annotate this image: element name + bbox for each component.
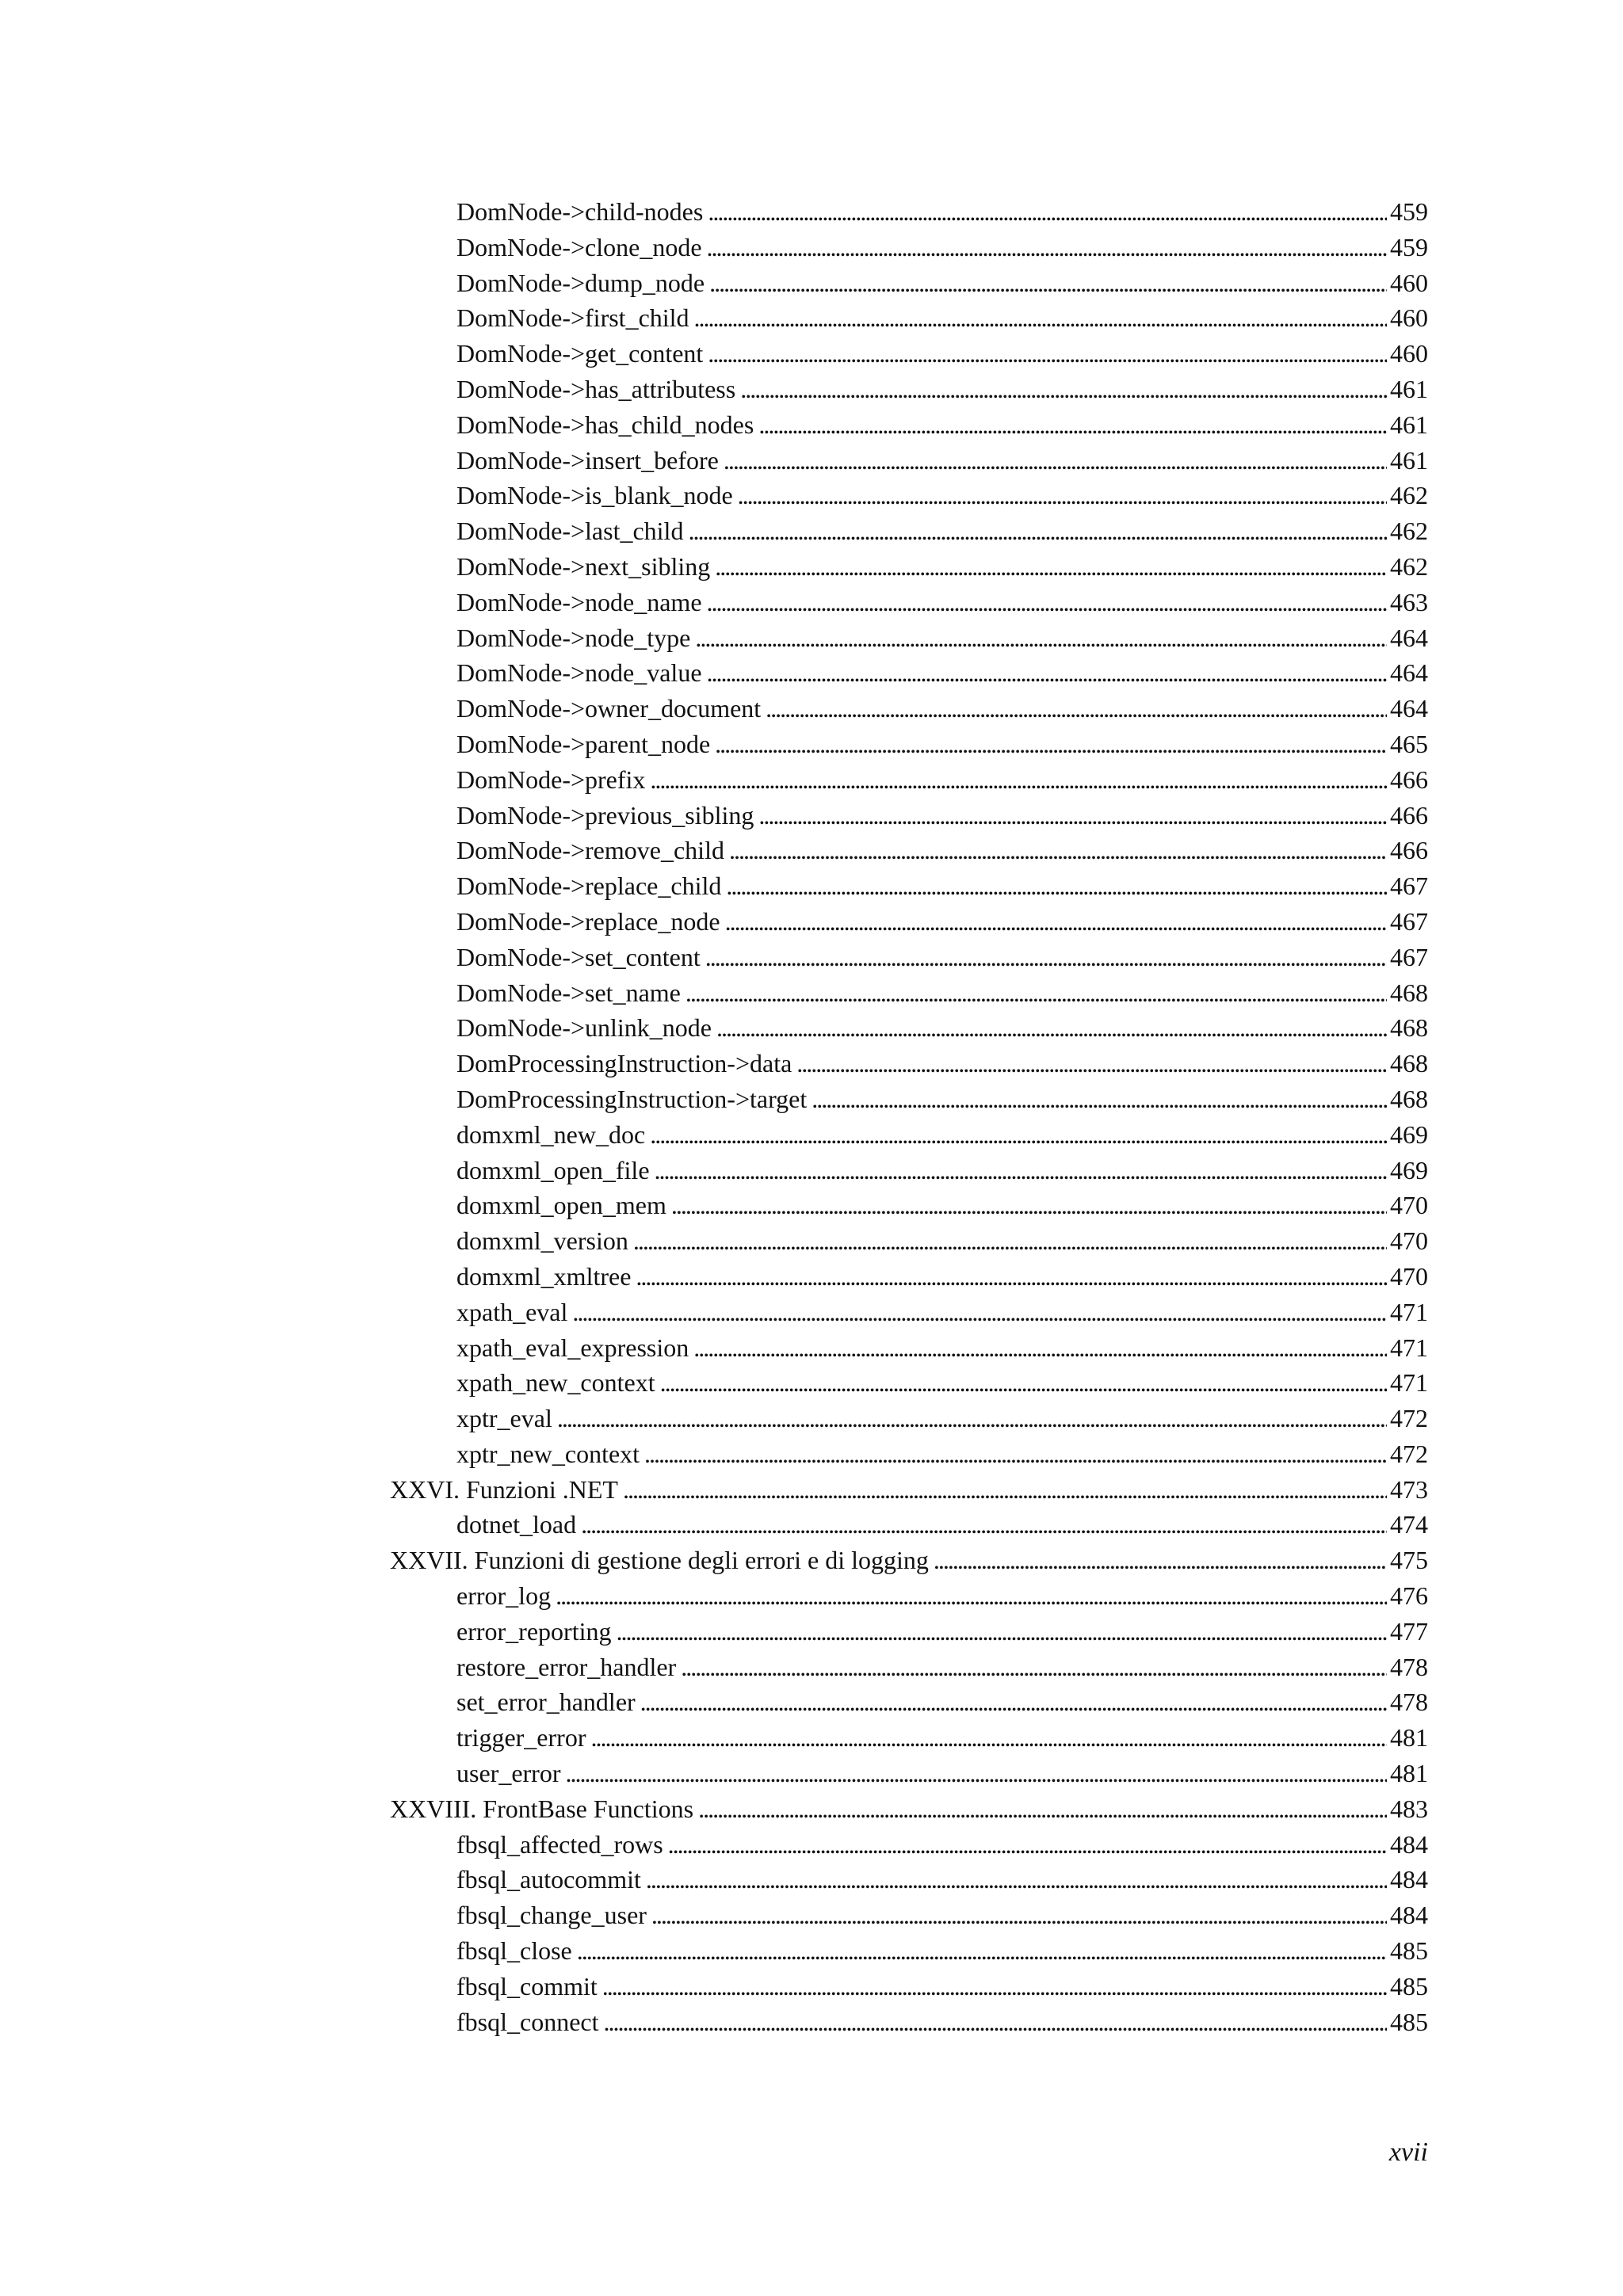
toc-entry-page-number: 473 xyxy=(1390,1474,1428,1504)
toc-entry[interactable] xyxy=(390,1295,1428,1330)
toc-entry-page-number: 478 xyxy=(1390,1652,1428,1681)
dot-leader xyxy=(646,1862,1387,1897)
toc-entry[interactable] xyxy=(390,620,1428,656)
toc-entry-page-number: 483 xyxy=(1390,1794,1428,1823)
dot-leader xyxy=(705,940,1387,975)
dot-leader xyxy=(650,762,1387,798)
toc-entry[interactable] xyxy=(390,1650,1428,1685)
toc-entry[interactable] xyxy=(390,1578,1428,1614)
dot-leader xyxy=(671,1188,1387,1223)
toc-entry-page-number: 484 xyxy=(1390,1901,1428,1930)
dot-leader xyxy=(668,1827,1387,1863)
toc-entry-page-number: 470 xyxy=(1390,1226,1428,1256)
dot-leader xyxy=(716,1010,1387,1046)
toc-entry-page-number: 461 xyxy=(1390,410,1428,439)
dot-leader xyxy=(633,1223,1387,1259)
toc-entry[interactable] xyxy=(390,655,1428,691)
toc-entry-page-number: 472 xyxy=(1390,1439,1428,1468)
dot-leader xyxy=(685,975,1387,1011)
toc-entry[interactable] xyxy=(390,762,1428,798)
dot-leader xyxy=(708,194,1387,230)
toc-entry-page-number: 465 xyxy=(1390,729,1428,758)
toc-entry-title: fbsql_commit xyxy=(456,1971,598,2000)
toc-entry-title: DomNode->has_child_nodes xyxy=(456,410,754,439)
toc-entry[interactable] xyxy=(390,1153,1428,1188)
toc-entry[interactable] xyxy=(390,1756,1428,1791)
dot-leader xyxy=(581,1507,1387,1543)
dot-leader xyxy=(644,1436,1387,1472)
dot-leader xyxy=(796,1046,1387,1081)
toc-entry-title: DomNode->parent_node xyxy=(456,729,711,758)
dot-leader xyxy=(616,1614,1387,1650)
toc-entry-page-number: 485 xyxy=(1390,2007,1428,2036)
toc-entry[interactable] xyxy=(390,1046,1428,1081)
toc-entry-title: error_reporting xyxy=(456,1616,612,1646)
toc-entry[interactable] xyxy=(390,1081,1428,1117)
dot-leader xyxy=(707,230,1387,265)
toc-entry-title: DomNode->get_content xyxy=(456,339,704,368)
dot-leader xyxy=(556,1578,1387,1614)
toc-chapter-entry[interactable] xyxy=(390,1472,1428,1508)
toc-entry-page-number: 460 xyxy=(1390,303,1428,333)
toc-entry-title: fbsql_close xyxy=(456,1936,572,1966)
toc-entry[interactable] xyxy=(390,2004,1428,2040)
toc-entry[interactable] xyxy=(390,407,1428,443)
toc-entry-title: DomNode->prefix xyxy=(456,765,646,794)
toc-entry-page-number: 470 xyxy=(1390,1191,1428,1220)
toc-entry[interactable] xyxy=(390,1010,1428,1046)
toc-entry[interactable] xyxy=(390,1862,1428,1897)
toc-entry-page-number: 464 xyxy=(1390,623,1428,652)
dot-leader xyxy=(725,904,1387,940)
toc-entry[interactable] xyxy=(390,1188,1428,1223)
toc-entry[interactable] xyxy=(390,868,1428,904)
dot-leader xyxy=(729,833,1387,868)
toc-entry-page-number: 471 xyxy=(1390,1368,1428,1398)
toc-entry-title: DomNode->node_name xyxy=(456,587,702,616)
toc-entry-title: domxml_new_doc xyxy=(456,1119,646,1149)
toc-entry-title: domxml_open_file xyxy=(456,1155,650,1184)
dot-leader xyxy=(715,727,1387,762)
toc-entry[interactable] xyxy=(390,1684,1428,1720)
toc-entry-title: DomNode->clone_node xyxy=(456,232,702,261)
toc-entry-title: XXVIII. FrontBase Functions xyxy=(390,1794,694,1823)
toc-entry[interactable] xyxy=(390,833,1428,868)
dot-leader xyxy=(724,443,1387,479)
toc-entry-title: DomNode->next_sibling xyxy=(456,551,711,581)
toc-entry[interactable] xyxy=(390,727,1428,762)
toc-entry[interactable] xyxy=(390,1827,1428,1863)
toc-entry-page-number: 466 xyxy=(1390,765,1428,794)
toc-entry-page-number: 484 xyxy=(1390,1829,1428,1859)
toc-entry-title: xptr_eval xyxy=(456,1404,552,1433)
toc-entry[interactable] xyxy=(390,1933,1428,1969)
toc-entry[interactable] xyxy=(390,798,1428,833)
toc-entry-title: DomNode->remove_child xyxy=(456,836,724,865)
dot-leader xyxy=(572,1295,1387,1330)
toc-entry-title: set_error_handler xyxy=(456,1688,636,1717)
dot-leader xyxy=(577,1933,1387,1969)
toc-entry[interactable] xyxy=(390,372,1428,407)
toc-entry-title: DomNode->has_attributess xyxy=(456,374,736,403)
toc-entry[interactable] xyxy=(390,513,1428,549)
toc-entry[interactable] xyxy=(390,1436,1428,1472)
toc-entry-title: error_log xyxy=(456,1581,552,1611)
toc-entry-page-number: 459 xyxy=(1390,232,1428,261)
dot-leader xyxy=(707,655,1387,691)
dot-leader xyxy=(557,1401,1387,1436)
dot-leader xyxy=(740,372,1387,407)
toc-entry-title: XXVI. Funzioni .NET xyxy=(390,1474,618,1504)
toc-entry-title: fbsql_affected_rows xyxy=(456,1829,663,1859)
toc-entry[interactable] xyxy=(390,1614,1428,1650)
dot-leader xyxy=(709,265,1387,301)
toc-chapter-entry[interactable] xyxy=(390,1791,1428,1827)
toc-chapter-entry[interactable] xyxy=(390,1543,1428,1578)
toc-entry-title: fbsql_change_user xyxy=(456,1901,647,1930)
toc-entry-page-number: 469 xyxy=(1390,1155,1428,1184)
toc-entry-title: DomProcessingInstruction->target xyxy=(456,1084,808,1113)
toc-entry-page-number: 467 xyxy=(1390,871,1428,901)
toc-entry-page-number: 462 xyxy=(1390,517,1428,546)
toc-entry[interactable] xyxy=(390,1223,1428,1259)
toc-entry-title: DomNode->set_content xyxy=(456,942,701,971)
dot-leader xyxy=(655,1153,1387,1188)
toc-entry-title: DomProcessingInstruction->data xyxy=(456,1049,792,1078)
toc-entry-page-number: 468 xyxy=(1390,1049,1428,1078)
toc-entry-title: fbsql_connect xyxy=(456,2007,599,2036)
toc-entry-page-number: 481 xyxy=(1390,1759,1428,1788)
toc-entry-page-number: 468 xyxy=(1390,1084,1428,1113)
toc-entry-page-number: 464 xyxy=(1390,658,1428,688)
table-of-contents xyxy=(390,194,1428,2039)
toc-entry-title: DomNode->set_name xyxy=(456,978,681,1007)
toc-entry-page-number: 478 xyxy=(1390,1688,1428,1717)
toc-entry-title: xpath_eval xyxy=(456,1297,568,1326)
toc-entry-title: DomNode->child-nodes xyxy=(456,197,704,226)
toc-entry-page-number: 459 xyxy=(1390,197,1428,226)
toc-entry-title: domxml_open_mem xyxy=(456,1191,666,1220)
toc-entry[interactable] xyxy=(390,904,1428,940)
toc-entry-page-number: 466 xyxy=(1390,836,1428,865)
toc-entry[interactable] xyxy=(390,265,1428,301)
dot-leader xyxy=(693,1330,1387,1366)
toc-entry-title: trigger_error xyxy=(456,1723,586,1753)
toc-entry-title: DomNode->owner_document xyxy=(456,694,762,723)
toc-entry[interactable] xyxy=(390,1969,1428,2004)
toc-entry-title: DomNode->dump_node xyxy=(456,268,705,297)
dot-leader xyxy=(590,1720,1387,1756)
toc-entry[interactable] xyxy=(390,336,1428,372)
toc-entry-page-number: 461 xyxy=(1390,445,1428,475)
toc-entry-page-number: 467 xyxy=(1390,942,1428,971)
dot-leader xyxy=(694,300,1387,336)
dot-leader xyxy=(636,1259,1387,1295)
toc-entry-page-number: 484 xyxy=(1390,1865,1428,1894)
toc-entry[interactable] xyxy=(390,1259,1428,1295)
toc-entry[interactable] xyxy=(390,940,1428,975)
dot-leader xyxy=(604,2004,1388,2040)
toc-entry[interactable] xyxy=(390,1401,1428,1436)
dot-leader xyxy=(758,407,1387,443)
toc-entry-title: DomNode->unlink_node xyxy=(456,1013,712,1043)
toc-entry-page-number: 485 xyxy=(1390,1971,1428,2000)
toc-entry-page-number: 471 xyxy=(1390,1297,1428,1326)
page-number: xvii xyxy=(1388,2138,1428,2167)
dot-leader xyxy=(738,478,1387,513)
dot-leader xyxy=(650,1117,1387,1153)
toc-entry[interactable] xyxy=(390,1507,1428,1543)
toc-entry-page-number: 481 xyxy=(1390,1723,1428,1753)
toc-entry-title: xpath_new_context xyxy=(456,1368,655,1398)
toc-entry-page-number: 469 xyxy=(1390,1119,1428,1149)
dot-leader xyxy=(698,1791,1387,1827)
dot-leader xyxy=(708,336,1387,372)
toc-entry-title: DomNode->last_child xyxy=(456,517,684,546)
toc-entry[interactable] xyxy=(390,1117,1428,1153)
toc-entry-title: XXVII. Funzioni di gestione degli errori e di logging xyxy=(390,1546,929,1575)
toc-entry-page-number: 466 xyxy=(1390,800,1428,830)
toc-entry-page-number: 463 xyxy=(1390,587,1428,616)
toc-entry-page-number: 485 xyxy=(1390,1936,1428,1966)
toc-entry-page-number: 460 xyxy=(1390,339,1428,368)
toc-entry-title: DomNode->replace_child xyxy=(456,871,722,901)
toc-entry[interactable] xyxy=(390,1897,1428,1933)
toc-entry-title: restore_error_handler xyxy=(456,1652,677,1681)
toc-entry-page-number: 462 xyxy=(1390,551,1428,581)
dot-leader xyxy=(565,1756,1387,1791)
dot-leader xyxy=(758,798,1387,833)
toc-entry[interactable] xyxy=(390,478,1428,513)
toc-entry[interactable] xyxy=(390,691,1428,727)
toc-entry-page-number: 476 xyxy=(1390,1581,1428,1611)
dot-leader xyxy=(602,1969,1387,2004)
toc-entry-page-number: 460 xyxy=(1390,268,1428,297)
toc-entry-page-number: 472 xyxy=(1390,1404,1428,1433)
dot-leader xyxy=(623,1472,1387,1508)
dot-leader xyxy=(726,868,1387,904)
toc-entry-title: domxml_xmltree xyxy=(456,1261,632,1291)
toc-entry[interactable] xyxy=(390,585,1428,620)
toc-entry-title: DomNode->node_type xyxy=(456,623,691,652)
toc-entry[interactable] xyxy=(390,549,1428,585)
toc-entry-page-number: 468 xyxy=(1390,978,1428,1007)
toc-entry-title: domxml_version xyxy=(456,1226,628,1256)
dot-leader xyxy=(766,691,1387,727)
toc-entry-page-number: 461 xyxy=(1390,374,1428,403)
dot-leader xyxy=(681,1650,1387,1685)
toc-entry[interactable] xyxy=(390,443,1428,479)
dot-leader xyxy=(695,620,1387,656)
toc-entry[interactable] xyxy=(390,300,1428,336)
toc-entry[interactable] xyxy=(390,194,1428,230)
toc-entry[interactable] xyxy=(390,1365,1428,1401)
dot-leader xyxy=(688,513,1387,549)
toc-entry[interactable] xyxy=(390,1720,1428,1756)
dot-leader xyxy=(812,1081,1387,1117)
dot-leader xyxy=(707,585,1387,620)
toc-entry-page-number: 471 xyxy=(1390,1333,1428,1362)
toc-entry-title: DomNode->replace_node xyxy=(456,906,720,936)
dot-leader xyxy=(640,1684,1387,1720)
toc-entry-title: xpath_eval_expression xyxy=(456,1333,689,1362)
toc-entry[interactable] xyxy=(390,975,1428,1011)
toc-entry-title: DomNode->node_value xyxy=(456,658,702,688)
toc-entry-title: DomNode->insert_before xyxy=(456,445,719,475)
toc-entry-title: xptr_new_context xyxy=(456,1439,640,1468)
toc-entry-title: user_error xyxy=(456,1759,561,1788)
dot-leader xyxy=(715,549,1387,585)
toc-entry-page-number: 468 xyxy=(1390,1013,1428,1043)
dot-leader xyxy=(660,1365,1387,1401)
toc-entry-title: fbsql_autocommit xyxy=(456,1865,641,1894)
toc-entry-page-number: 464 xyxy=(1390,694,1428,723)
dot-leader xyxy=(934,1543,1387,1578)
toc-entry-title: dotnet_load xyxy=(456,1510,577,1539)
toc-entry-title: DomNode->first_child xyxy=(456,303,689,333)
dot-leader xyxy=(651,1897,1387,1933)
toc-entry-title: DomNode->previous_sibling xyxy=(456,800,754,830)
toc-entry-page-number: 474 xyxy=(1390,1510,1428,1539)
toc-entry[interactable] xyxy=(390,1330,1428,1366)
toc-entry-page-number: 477 xyxy=(1390,1616,1428,1646)
toc-entry-page-number: 475 xyxy=(1390,1546,1428,1575)
toc-entry-page-number: 467 xyxy=(1390,906,1428,936)
toc-entry-page-number: 462 xyxy=(1390,481,1428,510)
toc-entry-title: DomNode->is_blank_node xyxy=(456,481,733,510)
toc-entry[interactable] xyxy=(390,230,1428,265)
toc-entry-page-number: 470 xyxy=(1390,1261,1428,1291)
